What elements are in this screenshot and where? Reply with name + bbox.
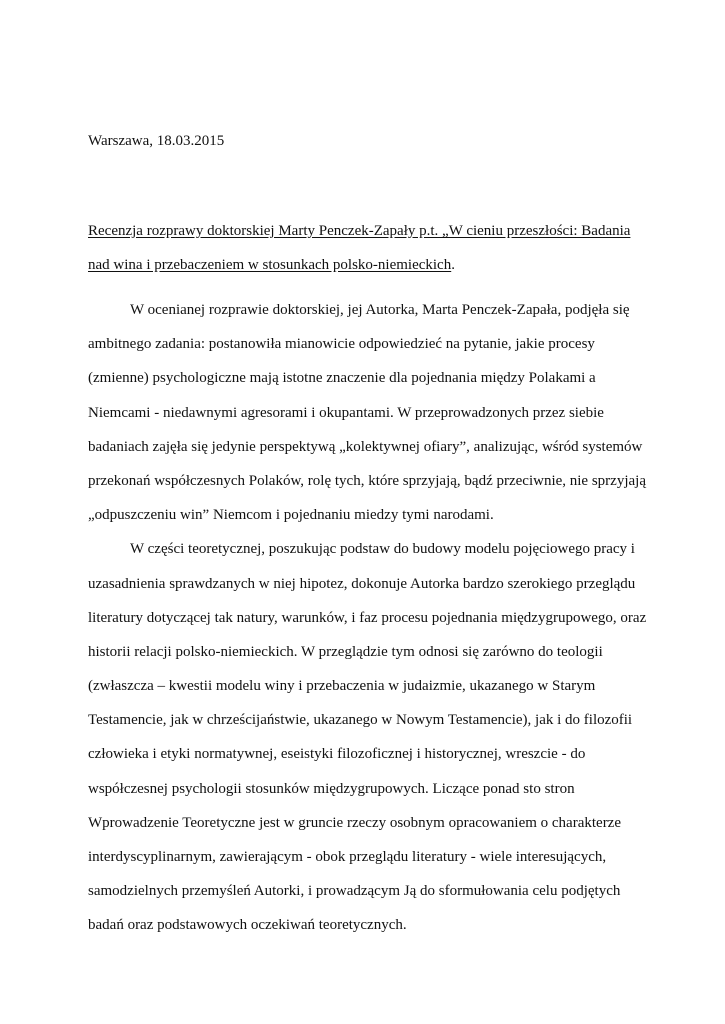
paragraph-1 [88, 300, 648, 539]
paragraph-2-line: Wprowadzenie Teoretyczne jest w gruncie rzeczy osobnym opracowaniem o charakterze [88, 814, 621, 831]
review-title-line-2 [88, 255, 638, 275]
paragraph-1-line: W ocenianej rozprawie doktorskiej, jej Autorka, Marta Penczek-Zapała, podjęła się [130, 302, 630, 318]
paragraph-1-line: przekonań współczesnych Polaków, rolę tych, które sprzyjają, bądź przeciwnie, nie sprzyjają [88, 472, 646, 489]
paragraph-1-line: Niemcami - niedawnymi agresorami i okupantami. W przeprowadzonych przez siebie [88, 404, 604, 421]
paragraph-2-line: człowieka i etyki normatywnej, eseistyki filozoficznej i historycznej, wreszcie - do [88, 746, 586, 763]
paragraph-2-line: samodzielnych przemyśleń Autorki, i prowadzącym Ją do sformułowania celu podjętych [88, 883, 621, 900]
review-title [88, 221, 638, 275]
paragraph-1-line: „odpuszczeniu win” Niemcom i pojednaniu miedzy tymi narodami. [88, 507, 494, 524]
paragraph-1-line: badaniach zajęła się jedynie perspektywą „kolektywnej ofiary”, analizując, wśród systemów [88, 438, 643, 455]
document-date: Warszawa, 18.03.2015 [88, 133, 225, 149]
paragraph-2-line: uzasadnienia sprawdzanych w niej hipotez, dokonuje Autorka bardzo szerokiego przeglądu [88, 575, 636, 592]
paragraph-1-line: ambitnego zadania: postanowiła mianowicie odpowiedzieć na pytanie, jakie procesy [88, 336, 595, 353]
paragraph-2-line: historii relacji polsko-niemieckich. W przeglądzie tym odnosi się zarówno do teologii [88, 643, 603, 660]
review-title-period: . [451, 257, 455, 273]
paragraph-2-line: W części teoretycznej, poszukując podstaw do budowy modelu pojęciowego pracy i [130, 541, 635, 558]
paragraph-2-line: Testamencie, jak w chrześcijaństwie, ukazanego w Nowym Testamencie), jak i do filozofii [88, 712, 633, 729]
review-title-line-1 [88, 221, 638, 241]
review-title-text-1: Recenzja rozprawy doktorskiej Marty Penczek-Zapały p.t. „W cieniu przeszłości: Badania [88, 223, 631, 239]
paragraph-2-line: badań oraz podstawowych oczekiwań teoretycznych. [88, 917, 407, 934]
review-body [88, 300, 648, 950]
review-title-text-2: nad wina i przebaczeniem w stosunkach polsko-niemieckich [88, 257, 452, 273]
paragraph-1-line: (zmienne) psychologiczne mają istotne znaczenie dla pojednania między Polakami a [88, 370, 596, 387]
paragraph-2 [88, 539, 648, 949]
paragraph-2-line: współczesnej psychologii stosunków międzygrupowych. Liczące ponad sto stron [88, 780, 575, 797]
paragraph-2-line: literatury dotyczącej tak natury, warunków, i faz procesu pojednania międzygrupowego, oraz [88, 609, 647, 626]
paragraph-2-line: interdyscyplinarnym, zawierającym - obok przeglądu literatury - wiele interesujących, [88, 849, 607, 865]
paragraph-2-line: (zwłaszcza – kwestii modelu winy i przebaczenia w judaizmie, ukazanego w Starym [88, 678, 596, 695]
